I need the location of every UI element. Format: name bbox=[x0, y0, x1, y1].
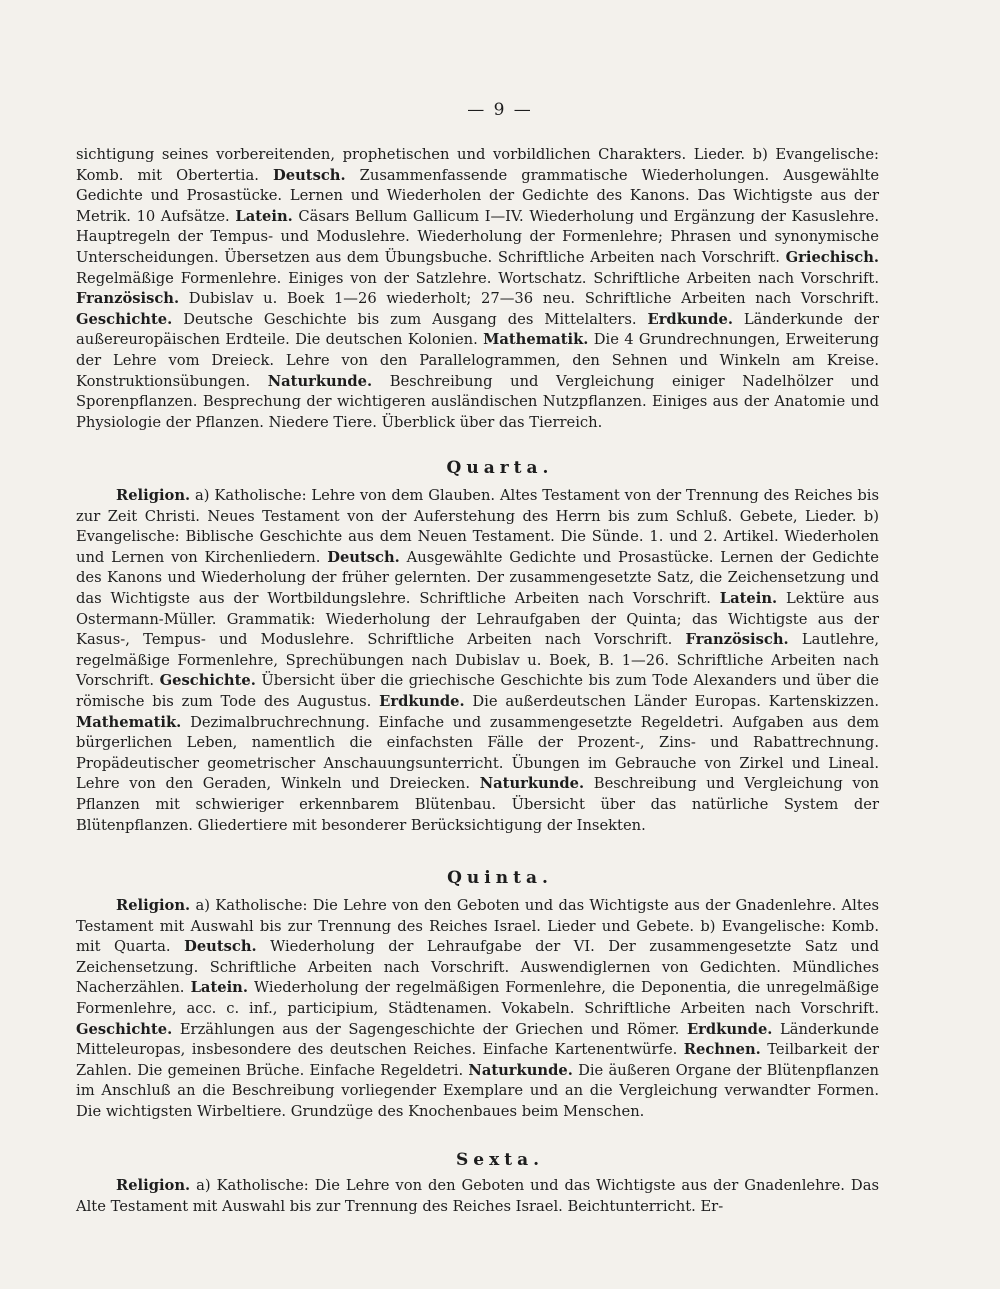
body-text: Cäsars Bellum Gallicum I—IV. Wiederholung und Ergänzung der Kasuslehre. Hauptregeln der Tempus- und Moduslehre. Wiederholung der Formenlehre; Phrasen und synonymische Unterscheidungen. Übersetzen aus dem Übungsbuche. Schriftliche Arbeiten nach Vorschrift. bbox=[76, 207, 879, 266]
subject-label: Latein. bbox=[719, 589, 778, 607]
subject-label: Religion. bbox=[116, 1177, 191, 1194]
sexta-text bbox=[76, 1176, 879, 1217]
quinta-paragraph bbox=[76, 896, 879, 1123]
body-text: Dubislav u. Boek 1—26 wiederholt; 27—36 neu. Schriftliche Arbeiten nach Vorschrift. bbox=[179, 290, 879, 308]
subject-label: Religion. bbox=[116, 897, 191, 914]
quarta-paragraph bbox=[76, 486, 879, 836]
subject-label: Deutsch. bbox=[273, 166, 346, 184]
body-text: Ausgewählte Gedichte und Prosastücke. Lernen der Gedichte des Kanons und Wiederholung der früher gelernten. Der zusammengesetzte Satz, die Zeichensetzung und das Wichtigste aus der Wortbildungslehre. Schriftliche Arbeiten nach Vorschrift. bbox=[76, 548, 879, 607]
quarta-text bbox=[76, 486, 879, 836]
body-text: Dezimalbruchrechnung. Einfache und zusammengesetzte Regeldetri. Aufgaben aus dem bürgerlichen Leben, namentlich die einfachsten Fälle der Prozent-, Zins- und Rabattrechnung. Propädeutischer geometrischer Anschauungsunterricht. Übungen im Gebrauche von Zirkel und Lineal. Lehre von den Geraden, Winkeln und Dreiecken. bbox=[76, 713, 879, 793]
quinta-heading: Quinta. bbox=[447, 868, 553, 888]
intro-paragraph bbox=[76, 145, 879, 433]
subject-label: Erdkunde. bbox=[647, 310, 733, 328]
subject-label: Latein. bbox=[190, 979, 248, 997]
subject-label: Naturkunde. bbox=[468, 1061, 573, 1079]
body-text: Lektüre aus Ostermann-Müller. Grammatik: Wiederholung der Lehraufgaben der Quinta; das Wichtigste aus der Kasus-, Tempus- und Moduslehre. Schriftliche Arbeiten nach Vorschrift. bbox=[76, 589, 880, 649]
quinta-text bbox=[76, 896, 879, 1123]
subject-label: Religion. bbox=[116, 487, 191, 504]
subject-label: Naturkunde. bbox=[479, 775, 585, 793]
body-text: Die außerdeutschen Länder Europas. Kartenskizzen. bbox=[464, 692, 879, 710]
subject-label: Naturkunde. bbox=[267, 372, 373, 390]
subject-label: Deutsch. bbox=[184, 938, 257, 956]
body-text: Regelmäßige Formenlehre. Einiges von der Satzlehre. Wortschatz. Schriftliche Arbeiten nach Vorschrift. bbox=[76, 269, 879, 287]
quarta-heading: Quarta. bbox=[446, 458, 554, 478]
body-text: Teilbarkeit der Zahlen. Die gemeinen Brüche. Einfache Regeldetri. bbox=[76, 1041, 879, 1079]
body-text: Die 4 Grundrechnungen, Erweiterung der Lehre vom Dreieck. Lehre von den Parallelogrammen, den Sehnen und Winkeln am Kreise. Konstruktionsübungen. bbox=[76, 331, 879, 390]
body-text: Lautlehre, regelmäßige Formenlehre, Sprechübungen nach Dubislav u. Boek, B. 1—26. Schriftliche Arbeiten nach Vorschrift. bbox=[76, 631, 879, 690]
body-text: Wiederholung der Lehraufgabe der VI. Der zusammengesetzte Satz und Zeichensetzung. Schriftliche Arbeiten nach Vorschrift. Auswendiglernen von Gedichten. Mündliches Nacherzählen. bbox=[76, 938, 879, 997]
subject-label: Geschichte. bbox=[76, 1020, 173, 1038]
body-text: Erzählungen aus der Sagengeschichte der Griechen und Römer. bbox=[172, 1020, 687, 1038]
body-text: sichtigung seines vorbereitenden, prophetischen und vorbildlichen Charakters. Lieder. b) Evangelische: Komb. mit Obertertia. bbox=[76, 146, 879, 184]
subject-label: Französisch. bbox=[685, 631, 789, 649]
body-text: Die äußeren Organe der Blütenpflanzen im Anschluß an die Beschreibung vorliegender Exemplare und an die Vergleichung verwandter Formen. Die wichtigsten Wirbeltiere. Grundzüge des Knochenbaues beim Menschen. bbox=[76, 1061, 879, 1120]
subject-label: Erdkunde. bbox=[686, 1020, 773, 1038]
sexta-heading: Sexta. bbox=[455, 1150, 544, 1170]
body-text: a) Katholische: Die Lehre von den Geboten und das Wichtigste aus der Gnadenlehre. Das Alte Testament mit Auswahl bis zur Trennung des Reiches Israel. Beichtunterricht. Er- bbox=[76, 1177, 879, 1215]
body-text: Deutsche Geschichte bis zum Ausgang des Mittelalters. bbox=[172, 310, 648, 328]
subject-label: Geschichte. bbox=[76, 310, 173, 328]
body-text: Länderkunde Mitteleuropas, insbesondere des deutschen Reiches. Einfache Kartenentwürfe. bbox=[76, 1020, 879, 1059]
subject-label: Erdkunde. bbox=[379, 692, 465, 710]
body-text: a) Katholische: Lehre von dem Glauben. Altes Testament von der Trennung des Reiches bis zur Zeit Christi. Neues Testament von der Auferstehung des Herrn bis zum Schluß. Gebete, Lieder. b) Evangelische: Biblische Geschichte aus dem Neuen Testament. Die Sünde. 1. und 2. Artikel. Wiederholen und Lernen von Kirchenliedern. bbox=[76, 487, 879, 566]
body-text: Beschreibung und Vergleichung einiger Nadelhölzer und Sporenpflanzen. Besprechung der wichtigeren ausländischen Nutzpflanzen. Einiges aus der Anatomie und Physiologie der Pflanzen. Niedere Tiere. Überblick über das Tierreich. bbox=[76, 372, 879, 431]
body-text: Zusammenfassende grammatische Wiederholungen. Ausgewählte Gedichte und Prosastücke. Lernen und Wiederholen der Gedichte des Kanons. Das Wichtigste aus der Metrik. 10 Aufsätze. bbox=[76, 166, 880, 225]
sexta-paragraph bbox=[76, 1176, 879, 1217]
subject-label: Griechisch. bbox=[785, 248, 879, 266]
page-number: — 9 — bbox=[467, 100, 533, 120]
subject-label: Deutsch. bbox=[327, 548, 400, 566]
subject-label: Rechnen. bbox=[683, 1041, 761, 1059]
body-text: a) Katholische: Die Lehre von den Geboten und das Wichtigste aus der Gnadenlehre. Altes Testament mit Auswahl bis zur Trennung des Reiches Israel. Lieder und Gebete. b) Evangelische: Komb. mit Quarta. bbox=[76, 897, 879, 956]
body-text: Länderkunde der außereuropäischen Erdteile. Die deutschen Kolonien. bbox=[76, 310, 879, 349]
body-text: Wiederholung der regelmäßigen Formenlehre, die Deponentia, die unregelmäßige Formenlehre, acc. c. inf., participium, Städtenamen. Vokabeln. Schriftliche Arbeiten nach Vorschrift. bbox=[76, 979, 880, 1017]
intro-text bbox=[76, 145, 879, 433]
subject-label: Latein. bbox=[235, 207, 293, 225]
subject-label: Geschichte. bbox=[159, 672, 256, 690]
subject-label: Mathematik. bbox=[76, 713, 182, 731]
body-text: Beschreibung und Vergleichung von Pflanzen mit schwieriger erkennbarem Blütenbau. Übersicht über das natürliche System der Blütenpflanzen. Gliedertiere mit besonderer Berücksichtigung der Insekten. bbox=[76, 775, 879, 834]
subject-label: Französisch. bbox=[76, 290, 180, 308]
body-text: Übersicht über die griechische Geschichte bis zum Tode Alexanders und über die römische bis zum Tode des Augustus. bbox=[76, 672, 879, 710]
subject-label: Mathematik. bbox=[483, 331, 589, 349]
